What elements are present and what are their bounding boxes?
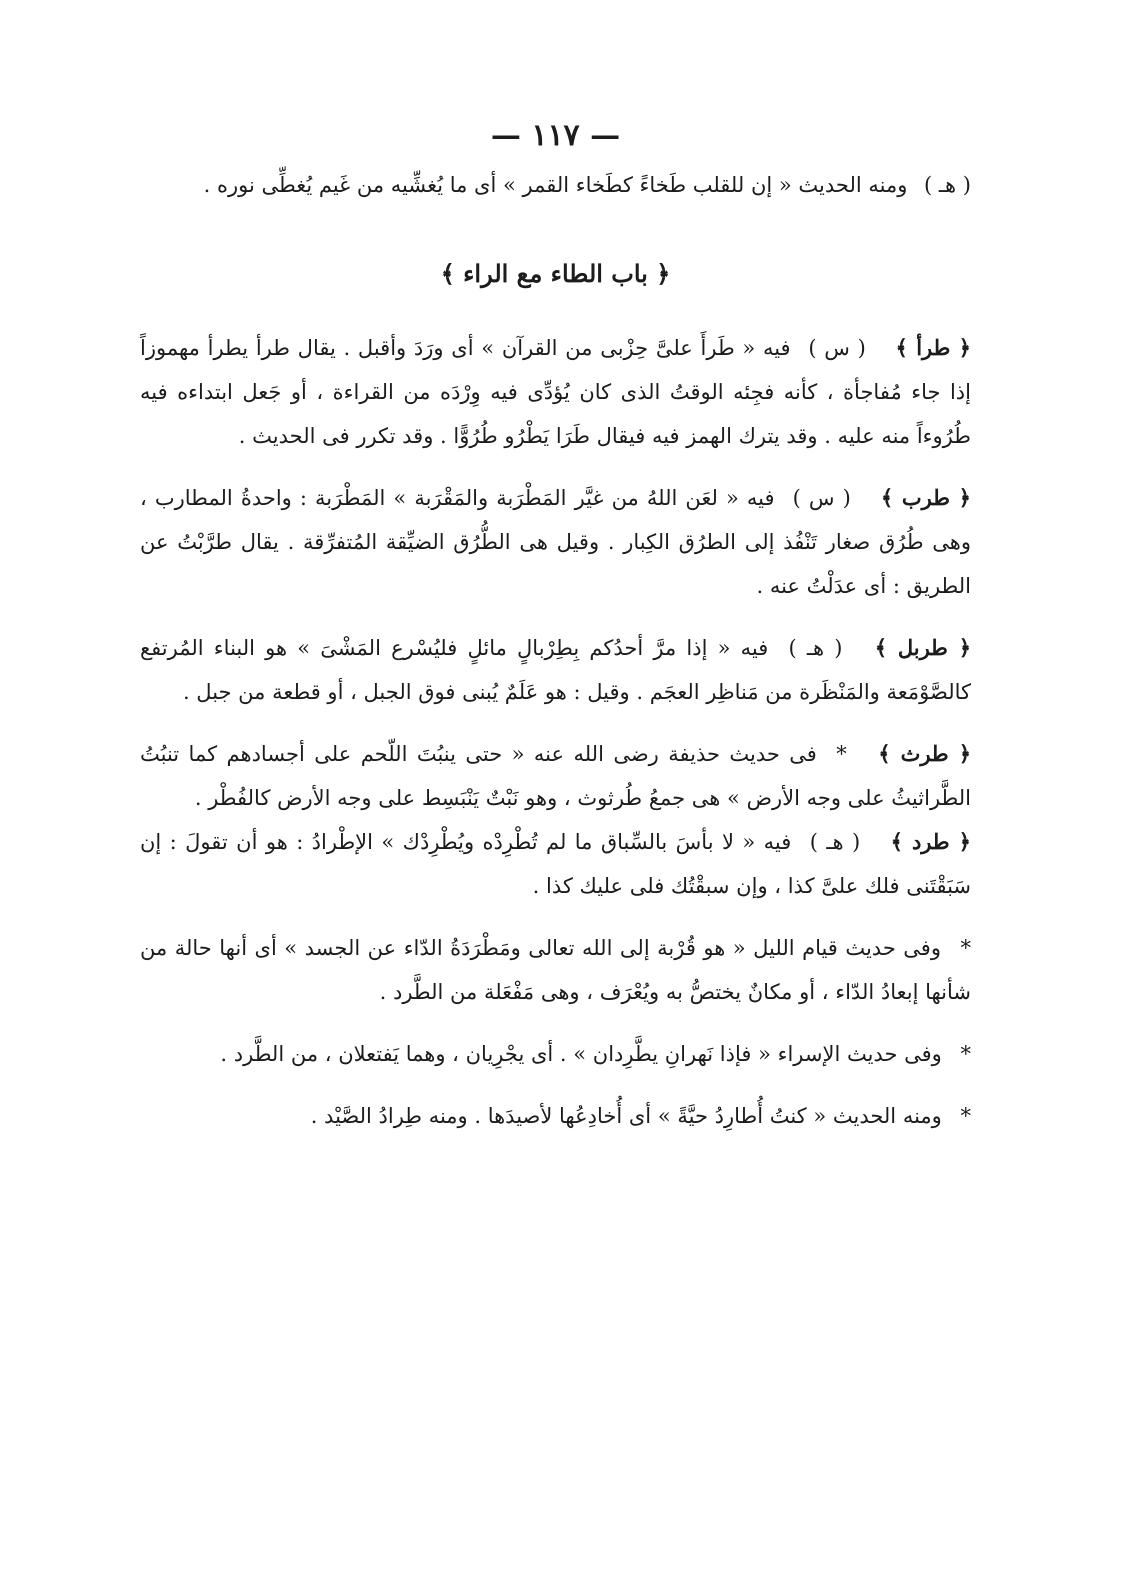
entry-source-code: ( س ): [792, 486, 851, 510]
entry-text: فيه « طَرأَ علىَّ حِزْبى من القرآن » أى ورَدَ وأقبل . يقال طرأ يطرأ مهموزاً إذا جاء مُفاجأة ، كأنه فجِئه الوقتُ الذى كان يُؤدِّى فيه وِرْدَه من القراءة ، أو جَعل ابتداءه فيه طُرُوءاً منه عليه . وقد يترك الهمز فيه فيقال طَرَا يَطْرُو طُرُوًّا . وقد تكرر فى الحديث .: [140, 336, 971, 448]
continuation-paragraph: [140, 1032, 971, 1076]
intro-text: ومنه الحديث « إن للقلب طَخاءً كطَخاء القمر » أى ما يُغشِّيه من غَيم يُغطِّى نوره .: [203, 173, 908, 197]
entry-headword: ﴿ طرد ﴾: [890, 829, 971, 854]
entry-tarth: [140, 732, 971, 820]
entry-source-code: *: [836, 742, 847, 766]
document-page: [140, 118, 971, 1138]
entry-text: فيه « إذا مرَّ أحدُكم بِطِرْبالٍ مائلٍ فليُسْرع المَشْىَ » هو البناء المُرتفع كالصَّوْمَعة والمَنْظَرة من مَناظِر العجَم . وقيل : هو عَلَمٌ يُبنى فوق الجبل ، أو قطعة من جبل .: [140, 636, 971, 704]
entry-tard: [140, 820, 971, 908]
section-heading: ﴿ باب الطاء مع الراء ﴾: [440, 259, 671, 288]
page-number: — ١١٧ —: [490, 118, 621, 153]
continuation-paragraph: [140, 1094, 971, 1138]
continuation-text: وفى حديث الإسراء « فإذا نَهرانِ يطَّرِدان » . أى يجْرِيان ، وهما يَفتعلان ، من الطَّرد .: [220, 1042, 942, 1066]
entry-source-code: ( هـ ): [809, 830, 861, 854]
entry-taraa: [140, 326, 971, 458]
continuation-text: وفى حديث قيام الليل « هو قُرْبة إلى الله تعالى ومَطْرَدَةُ الدّاء عن الجسد » أى أنها حالة من شأنها إبعادُ الدّاء ، أو مكانٌ يختصُّ به ويُعْرَف ، وهى مَفْعَلة من الطَّرد .: [140, 936, 971, 1004]
intro-source-code: ( هـ ): [924, 173, 971, 197]
star-mark: *: [960, 936, 971, 960]
entry-text: فيه « لا بأسَ بالسِّباق ما لم تُطْرِدْه ويُطْرِدْك » الإطْرادُ : هو أن تقولَ : إن سَبَقْتَنى فلك علىَّ كذا ، وإن سبقْتُك فلى عليك كذا .: [140, 830, 971, 898]
entry-tarbal: [140, 626, 971, 714]
entry-headword: ﴿ طرث ﴾: [878, 741, 971, 766]
continuation-paragraph: [140, 926, 971, 1014]
entry-source-code: ( هـ ): [788, 636, 843, 660]
entry-text: فى حديث حذيفة رضى الله عنه « حتى ينبُتَ اللّحم على أجسادهم كما تنبُتُ الطَّراثيثُ على وجه الأرض » هى جمعُ طُرثوث ، وهو نَبْتٌ يَنْبَسِط على وجه الأرض كالفُطْر .: [140, 742, 971, 810]
continuation-text: ومنه الحديث « كنتُ أُطارِدُ حيَّةً » أى أُخادِعُها لأصيدَها . ومنه طِرادُ الصَّيْد .: [310, 1104, 942, 1128]
entry-tarab: [140, 476, 971, 608]
entry-text: فيه « لعَن اللهُ من غيَّر المَطْرَبة والمَقْرَبة » المَطْرَبة : واحدةُ المطارب ، وهى طُرُق صغار تَنْفُذ إلى الطرُق الكِبار . وقيل هى الطُّرُق الضيِّقة المُتفرِّقة . يقال طرَّبْتُ عن الطريق : أى عدَلْتُ عنه .: [140, 486, 971, 598]
entry-headword: ﴿ طربل ﴾: [874, 635, 971, 660]
entry-source-code: ( س ): [808, 336, 866, 360]
entry-headword: ﴿ طرأ ﴾: [895, 335, 971, 360]
star-mark: *: [960, 1104, 971, 1128]
star-mark: *: [960, 1042, 971, 1066]
entry-headword: ﴿ طرب ﴾: [880, 485, 971, 510]
intro-paragraph: [140, 163, 971, 207]
